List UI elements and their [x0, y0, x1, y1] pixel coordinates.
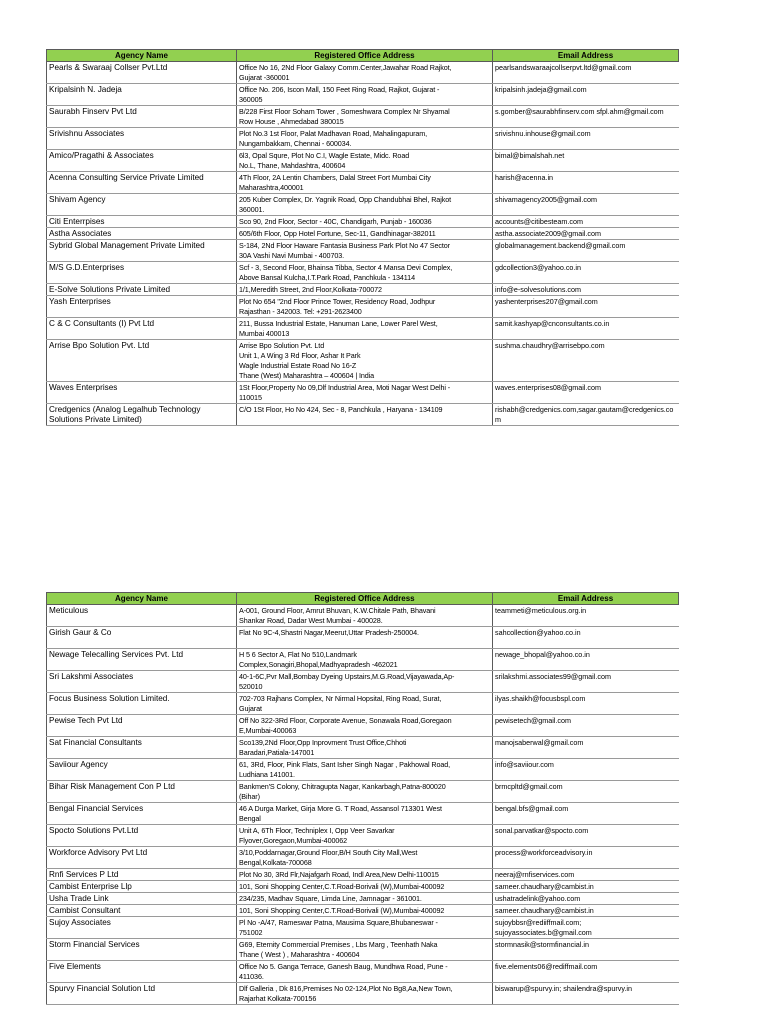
agency-name-cell: Sybrid Global Management Private Limited: [47, 240, 237, 262]
agency-name-cell: Pewise Tech Pvt Ltd: [47, 715, 237, 737]
address-line: 411036.: [239, 972, 264, 981]
table-header-row: [47, 593, 679, 605]
email-cell: [493, 605, 679, 627]
column-header-email: Email Address: [493, 50, 679, 62]
agency-name-cell: E-Solve Solutions Private Limited: [47, 284, 237, 296]
email-cell: [493, 939, 679, 961]
agency-table-1: [46, 49, 679, 426]
address-cell: [237, 649, 493, 671]
email-address: sameer.chaudhary@cambist.in: [495, 906, 594, 915]
address-line: 605/6th Floor, Opp Hotel Fortune, Sec-11, Gandhinagar-382011: [239, 229, 436, 238]
agency-name-cell: Astha Associates: [47, 228, 237, 240]
address-line: 234/235, Madhav Square, Limda Line, Jamnagar - 361001.: [239, 894, 422, 903]
table-row: [47, 905, 679, 917]
address-cell: [237, 194, 493, 216]
address-cell: [237, 296, 493, 318]
table-row: [47, 194, 679, 216]
table-row: [47, 847, 679, 869]
email-address: sujoybbsr@rediiffmail.com; sujoyassociates.b@gmail.com: [495, 918, 592, 937]
address-line: No.L, Thane, Mahdashtra, 400604: [239, 161, 346, 170]
address-line: Flat No 9C-4,Shastri Nagar,Meerut,Uttar Pradesh-250004.: [239, 628, 419, 637]
address-line: Office No 16, 2Nd Floor Galaxy Comm.Center,Jawahar Road Rajkot,: [239, 63, 452, 72]
table-row: [47, 759, 679, 781]
address-line: H 5 6 Sector A, Flat No 510,Landmark: [239, 650, 357, 659]
address-cell: [237, 917, 493, 939]
email-address: neeraj@rnfiservices.com: [495, 870, 575, 879]
email-cell: [493, 869, 679, 881]
address-line: Office No. 206, Iscon Mall, 150 Feet Ring Road, Rajkot, Gujarat -: [239, 85, 440, 94]
address-cell: [237, 404, 493, 426]
address-cell: [237, 240, 493, 262]
email-cell: [493, 62, 679, 84]
email-address: bengal.bfs@gmail.com: [495, 804, 569, 813]
email-address: sushma.chaudhry@arrisebpo.com: [495, 341, 605, 350]
email-address: samit.kashyap@cnconsultants.co.in: [495, 319, 610, 328]
email-cell: [493, 318, 679, 340]
agency-name-cell: Cambist Enterprise Llp: [47, 881, 237, 893]
table-row: [47, 382, 679, 404]
address-line: Gujarat -360001: [239, 73, 290, 82]
column-header-address: Registered Office Address: [237, 593, 493, 605]
address-cell: [237, 627, 493, 649]
address-cell: [237, 284, 493, 296]
email-address: sahcollection@yahoo.co.in: [495, 628, 581, 637]
address-line: Complex,Sonagiri,Bhopal,Madhyapradesh -462021: [239, 660, 398, 669]
table-row: [47, 893, 679, 905]
address-line: Nungambakkam, Chennai - 600034.: [239, 139, 352, 148]
agency-name-cell: Spocto Solutions Pvt.Ltd: [47, 825, 237, 847]
email-cell: [493, 893, 679, 905]
email-cell: [493, 216, 679, 228]
email-cell: [493, 759, 679, 781]
email-address: five.elements06@rediffmail.com: [495, 962, 598, 971]
email-cell: [493, 284, 679, 296]
agency-name-cell: Meticulous: [47, 605, 237, 627]
address-cell: [237, 869, 493, 881]
address-line: S-184, 2Nd Floor Haware Fantasia Business Park Plot No 47 Sector: [239, 241, 450, 250]
address-line: (Bihar): [239, 792, 260, 801]
address-cell: [237, 216, 493, 228]
column-header-email: Email Address: [493, 593, 679, 605]
address-line: 1/1,Meredith Street, 2nd Floor,Kolkata-700072: [239, 285, 382, 294]
agency-name-cell: Girish Gaur & Co: [47, 627, 237, 649]
email-cell: [493, 262, 679, 284]
address-cell: [237, 84, 493, 106]
email-address: pearlsandswaraajcollserpvt.ltd@gmail.com: [495, 63, 632, 72]
email-cell: [493, 905, 679, 917]
address-line: Rajasthan - 342003. Tel: +291-2623400: [239, 307, 362, 316]
table-row: [47, 296, 679, 318]
email-cell: [493, 917, 679, 939]
address-line: 360001.: [239, 205, 265, 214]
address-cell: [237, 881, 493, 893]
email-address: accounts@citibesteam.com: [495, 217, 583, 226]
email-address: bimal@bimalshah.net: [495, 151, 565, 160]
address-line: Unit A, 6Th Floor, Techniplex I, Opp Veer Savarkar: [239, 826, 395, 835]
email-address: pewisetech@gmail.com: [495, 716, 572, 725]
agency-name-cell: Sat Financial Consultants: [47, 737, 237, 759]
address-line: Bankmen'S Colony, Chitragupta Nagar, Kankarbagh,Patna-800020: [239, 782, 446, 791]
agency-name-cell: Arrise Bpo Solution Pvt. Ltd: [47, 340, 237, 382]
agency-name-cell: Bengal Financial Services: [47, 803, 237, 825]
email-address: sonal.parvatkar@spocto.com: [495, 826, 589, 835]
address-line: Plot No 30, 3Rd Flr,Najafgarh Road, Indl Area,New Delhi-110015: [239, 870, 439, 879]
address-line: Arrise Bpo Solution Pvt. Ltd: [239, 341, 325, 350]
agency-name-cell: Workforce Advisory Pvt Ltd: [47, 847, 237, 869]
table-row: [47, 172, 679, 194]
address-cell: [237, 893, 493, 905]
address-line: Mumbai 400013: [239, 329, 290, 338]
table-row: [47, 128, 679, 150]
email-cell: [493, 240, 679, 262]
address-cell: [237, 905, 493, 917]
email-cell: [493, 150, 679, 172]
email-cell: [493, 382, 679, 404]
address-line: A-001, Ground Floor, Amrut Bhuvan, K.W.Chitale Path, Bhavani: [239, 606, 436, 615]
table-row: [47, 150, 679, 172]
email-address: kripalsinh.jadeja@gmail.com: [495, 85, 587, 94]
address-line: Above Bansal Kulcha,I.T.Park Road, Panchkula - 134114: [239, 273, 415, 282]
email-cell: [493, 172, 679, 194]
table-row: [47, 106, 679, 128]
email-cell: [493, 671, 679, 693]
agency-name-cell: Five Elements: [47, 961, 237, 983]
address-line: Bengal: [239, 814, 261, 823]
address-line: Sco 90, 2nd Floor, Sector - 40C, Chandigarh, Punjab - 160036: [239, 217, 432, 226]
table-row: [47, 781, 679, 803]
address-line: Dlf Galleria , Dk 816,Premises No 02-124,Plot No Bg8,Aa,New Town,: [239, 984, 453, 993]
email-address: teammeti@meticulous.org.in: [495, 606, 587, 615]
email-address: biswarup@spurvy.in; shailendra@spurvy.in: [495, 984, 632, 993]
email-cell: [493, 825, 679, 847]
address-line: Plot No.3 1st Floor, Palat Madhavan Road, Mahalingapuram,: [239, 129, 428, 138]
agency-name-cell: Sujoy Associates: [47, 917, 237, 939]
table-row: [47, 627, 679, 649]
agency-name-cell: M/S G.D.Enterprises: [47, 262, 237, 284]
table-row: [47, 284, 679, 296]
agency-name-cell: Srivishnu Associates: [47, 128, 237, 150]
address-line: 205 Kuber Complex, Dr. Yagnik Road, Opp Chandubhai Bhel, Rajkot: [239, 195, 451, 204]
address-cell: [237, 318, 493, 340]
agency-name-cell: Acenna Consulting Service Private Limited: [47, 172, 237, 194]
address-line: 520010: [239, 682, 263, 691]
email-cell: [493, 781, 679, 803]
address-line: Office No 5. Ganga Terrace, Ganesh Baug, Mundhwa Road, Pune -: [239, 962, 448, 971]
table-row: [47, 671, 679, 693]
table-row: [47, 216, 679, 228]
table-row: [47, 605, 679, 627]
email-cell: [493, 649, 679, 671]
email-address: stormnasik@stormfinancial.in: [495, 940, 589, 949]
address-line: Bengal,Kolkata-700068: [239, 858, 312, 867]
address-line: 46 A Durga Market, Girja More G. T Road, Assansol 713301 West: [239, 804, 442, 813]
email-cell: [493, 296, 679, 318]
email-address: process@workforceadvisory.in: [495, 848, 593, 857]
table-row: [47, 693, 679, 715]
agency-name-cell: Usha Trade Link: [47, 893, 237, 905]
email-address: info@saviiour.com: [495, 760, 554, 769]
table-row: [47, 318, 679, 340]
email-address: sameer.chaudhary@cambist.in: [495, 882, 594, 891]
address-line: Ludhiana 141001.: [239, 770, 295, 779]
agency-table-2: [46, 592, 679, 1005]
address-cell: [237, 847, 493, 869]
address-line: Unit 1, A Wing 3 Rd Floor, Ashar It Park: [239, 351, 361, 360]
email-address: s.gomber@saurabhfinserv.com sfpl.ahm@gmail.com: [495, 107, 664, 116]
address-line: 61, 3Rd, Floor, Pink Flats, Sant Isher Singh Nagar , Pakhowal Road,: [239, 760, 451, 769]
email-cell: [493, 881, 679, 893]
table-row: [47, 961, 679, 983]
address-line: Plot No 654 "2nd Floor Prince Tower, Residency Road, Jodhpur: [239, 297, 436, 306]
address-cell: [237, 781, 493, 803]
email-address: waves.enterprises08@gmail.com: [495, 383, 601, 392]
agency-name-cell: Newage Telecalling Services Pvt. Ltd: [47, 649, 237, 671]
table-row: [47, 715, 679, 737]
address-line: 3/10,Poddarnagar,Ground Floor,B/H South City Mall,West: [239, 848, 418, 857]
email-address: ushatradelink@yahoo.com: [495, 894, 581, 903]
email-cell: [493, 961, 679, 983]
address-line: Thane (West) Maharashtra – 400604 | India: [239, 371, 375, 380]
address-line: 1St Floor,Property No 09,Dlf Industrial Area, Moti Nagar West Delhi -: [239, 383, 451, 392]
address-line: 101, Soni Shopping Center,C.T.Road-Borivali (W),Mumbai-400092: [239, 882, 445, 891]
address-line: Gujarat: [239, 704, 262, 713]
agency-name-cell: Bihar Risk Management Con P Ltd: [47, 781, 237, 803]
address-cell: [237, 150, 493, 172]
address-line: G69, Eternity Commercial Premises , Lbs Marg , Teenhath Naka: [239, 940, 438, 949]
address-line: C/O 1St Floor, Ho No 424, Sec - 8, Panchkula , Haryana - 134109: [239, 405, 443, 414]
email-cell: [493, 693, 679, 715]
agency-name-cell: Spurvy Financial Solution Ltd: [47, 983, 237, 1005]
address-cell: [237, 671, 493, 693]
email-address: rishabh@credgenics.com,sagar.gautam@credgenics.com: [495, 405, 674, 424]
address-line: Wagle Industrial Estate Road No 16-Z: [239, 361, 357, 370]
table-row: [47, 340, 679, 382]
address-line: Thane ( West ) , Maharashtra - 400604: [239, 950, 360, 959]
address-cell: [237, 825, 493, 847]
agency-name-cell: Amico/Pragathi & Associates: [47, 150, 237, 172]
column-header-address: Registered Office Address: [237, 50, 493, 62]
table-row: [47, 803, 679, 825]
email-address: srilakshmi.associates99@gmail.com: [495, 672, 611, 681]
address-line: 40-1-6C,Pvr Mall,Bombay Dyeing Upstairs,M.G.Road,Vijayawada,Ap-: [239, 672, 455, 681]
email-address: info@e-solvesolutions.com: [495, 285, 581, 294]
table-row: [47, 62, 679, 84]
address-cell: [237, 128, 493, 150]
email-address: yashenterprises207@gmail.com: [495, 297, 598, 306]
address-line: 30A Vashi Navi Mumbai - 400703.: [239, 251, 345, 260]
email-address: gdcollection3@yahoo.co.in: [495, 263, 582, 272]
agency-name-cell: Saviiour Agency: [47, 759, 237, 781]
address-cell: [237, 340, 493, 382]
table-row: [47, 240, 679, 262]
table-header-row: [47, 50, 679, 62]
agency-name-cell: Pearls & Swaraaj Collser Pvt.Ltd: [47, 62, 237, 84]
email-address: globalmanagement.backend@gmail.com: [495, 241, 626, 250]
email-cell: [493, 106, 679, 128]
address-line: Sco139,2Nd Floor,Opp Inprovment Trust Office,Chhoti: [239, 738, 407, 747]
address-line: 360005: [239, 95, 263, 104]
agency-name-cell: Rnfi Services P Ltd: [47, 869, 237, 881]
address-line: Scf - 3, Second Floor, Bhainsa Tibba, Sector 4 Mansa Devi Complex,: [239, 263, 453, 272]
address-line: Flyover,Goregaon,Mumbai-400062: [239, 836, 348, 845]
email-cell: [493, 715, 679, 737]
table-row: [47, 84, 679, 106]
address-line: 702-703 Rajhans Complex, Nr Nirmal Hopsital, Ring Road, Surat,: [239, 694, 442, 703]
email-cell: [493, 627, 679, 649]
address-cell: [237, 715, 493, 737]
table-row: [47, 939, 679, 961]
email-address: astha.associate2009@gmail.com: [495, 229, 601, 238]
email-cell: [493, 803, 679, 825]
email-address: brmcpltd@gmail.com: [495, 782, 563, 791]
address-cell: [237, 228, 493, 240]
address-line: E,Mumbai-400063: [239, 726, 297, 735]
table-row: [47, 262, 679, 284]
table-row: [47, 649, 679, 671]
table-row: [47, 404, 679, 426]
address-line: 751002: [239, 928, 263, 937]
email-cell: [493, 737, 679, 759]
address-line: B/228 First Floor Soham Tower , Someshwara Complex Nr Shyamal: [239, 107, 450, 116]
column-header-agency-name: Agency Name: [47, 50, 237, 62]
address-line: Shankar Road, Dadar West Mumbai - 400028.: [239, 616, 383, 625]
agency-name-cell: Citi Enterrpises: [47, 216, 237, 228]
email-address: srivishnu.inhouse@gmail.com: [495, 129, 591, 138]
email-cell: [493, 340, 679, 382]
email-address: shivamagency2005@gmail.com: [495, 195, 597, 204]
column-header-agency-name: Agency Name: [47, 593, 237, 605]
address-cell: [237, 983, 493, 1005]
agency-name-cell: C & C Consultants (I) Pvt Ltd: [47, 318, 237, 340]
agency-name-cell: Storm Financial Services: [47, 939, 237, 961]
agency-name-cell: Focus Business Solution Limited.: [47, 693, 237, 715]
email-address: manojsaberwal@gmail.com: [495, 738, 584, 747]
address-line: Row House , Ahmedabad 380015: [239, 117, 344, 126]
address-cell: [237, 382, 493, 404]
address-cell: [237, 172, 493, 194]
address-line: 110015: [239, 393, 262, 402]
agency-name-cell: Shivam Agency: [47, 194, 237, 216]
address-cell: [237, 961, 493, 983]
address-line: Rajarhat Kolkata-700156: [239, 994, 317, 1003]
agency-name-cell: Kripalsinh N. Jadeja: [47, 84, 237, 106]
email-cell: [493, 847, 679, 869]
email-cell: [493, 84, 679, 106]
address-line: Maharashtra,400001: [239, 183, 304, 192]
table-row: [47, 881, 679, 893]
table-row: [47, 228, 679, 240]
address-line: 211, Bussa Industrial Estate, Hanuman Lane, Lower Parel West,: [239, 319, 438, 328]
email-address: harish@acenna.in: [495, 173, 554, 182]
address-cell: [237, 693, 493, 715]
agency-name-cell: Cambist Consultant: [47, 905, 237, 917]
agency-name-cell: Saurabh Finserv Pvt Ltd: [47, 106, 237, 128]
address-cell: [237, 605, 493, 627]
email-address: newage_bhopal@yahoo.co.in: [495, 650, 590, 659]
address-line: 101, Soni Shopping Center,C.T.Road-Borivali (W),Mumbai-400092: [239, 906, 445, 915]
email-cell: [493, 128, 679, 150]
email-cell: [493, 983, 679, 1005]
address-line: Baradari,Patiala-147001: [239, 748, 315, 757]
address-cell: [237, 939, 493, 961]
agency-name-cell: Waves Enterprises: [47, 382, 237, 404]
agency-name-cell: Yash Enterprises: [47, 296, 237, 318]
address-cell: [237, 803, 493, 825]
address-cell: [237, 759, 493, 781]
address-cell: [237, 737, 493, 759]
table-row: [47, 983, 679, 1005]
address-cell: [237, 106, 493, 128]
agency-name-cell: Sri Lakshmi Associates: [47, 671, 237, 693]
address-cell: [237, 62, 493, 84]
table-row: [47, 737, 679, 759]
table-row: [47, 917, 679, 939]
email-cell: [493, 228, 679, 240]
email-cell: [493, 194, 679, 216]
table-row: [47, 869, 679, 881]
address-line: 4Th Floor, 2A Lentin Chambers, Dalal Street Fort Mumbai City: [239, 173, 431, 182]
address-line: Pl No -A/47, Rameswar Patna, Mausima Square,Bhubaneswar -: [239, 918, 438, 927]
address-line: Off No 322-3Rd Floor, Corporate Avenue, Sonawala Road,Goregaon: [239, 716, 452, 725]
email-cell: [493, 404, 679, 426]
table-row: [47, 825, 679, 847]
agency-name-cell: Credgenics (Analog Legalhub Technology Solutions Private Limited): [47, 404, 237, 426]
address-cell: [237, 262, 493, 284]
address-line: 6l3, Opal Squre, Plot No C.I, Wagle Estate, Midc. Road: [239, 151, 410, 160]
email-address: ilyas.shaikh@focusbspl.com: [495, 694, 586, 703]
